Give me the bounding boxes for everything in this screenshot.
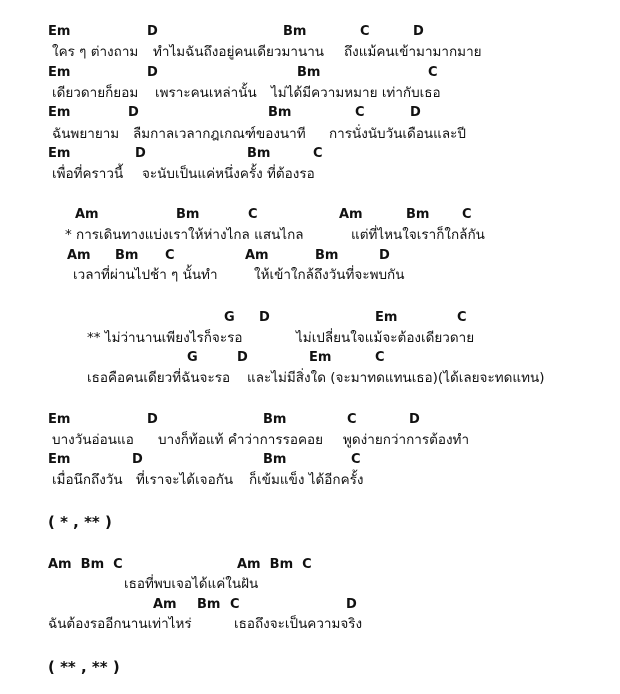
lyric-text: เธอถึงจะเป็นความจริง bbox=[234, 616, 363, 632]
chord-label: C bbox=[428, 65, 438, 80]
repeat-marker-line bbox=[0, 512, 620, 532]
lyric-line bbox=[0, 124, 620, 144]
chord-label: Em bbox=[48, 105, 71, 120]
chord-label: Am Bm C bbox=[237, 557, 312, 572]
chord-label: Em bbox=[309, 350, 332, 365]
lyric-text: เมื่อนึกถึงวัน bbox=[52, 472, 123, 488]
lyric-text: ให้เข้าใกล้ถึงวันที่จะพบกัน bbox=[254, 267, 405, 283]
chord-label: D bbox=[346, 597, 357, 612]
chord-label: G bbox=[224, 310, 235, 325]
lyric-text: เธอคือคนเดียวที่ฉันจะรอ bbox=[87, 370, 231, 386]
lyric-text: ไม่เปลี่ยนใจแม้จะต้องเดียวดาย bbox=[296, 330, 475, 346]
chord-line bbox=[0, 205, 620, 225]
chord-label: D bbox=[132, 452, 143, 467]
repeat-marker-line bbox=[0, 657, 620, 677]
chord-line bbox=[0, 595, 620, 615]
lyric-text: พูดง่ายกว่าการต้องทำ bbox=[343, 432, 470, 448]
lyric-text: ** ไม่ว่านานเพียงไรก็จะรอ bbox=[87, 330, 243, 346]
lyric-text: การนั่งนับวันเดือนและปี bbox=[329, 126, 466, 142]
lyric-text: เพราะคนเหล่านั้น bbox=[155, 85, 257, 101]
chord-label: C bbox=[165, 248, 175, 263]
chord-label: C bbox=[248, 207, 258, 222]
chord-line bbox=[0, 22, 620, 42]
lyric-line bbox=[0, 328, 620, 348]
chord-label: Bm bbox=[197, 597, 221, 612]
lyric-text: จะนับเป็นแค่หนึ่งครั้ง ที่ต้องรอ bbox=[142, 166, 315, 182]
chord-label: Bm bbox=[263, 452, 287, 467]
chord-label: Bm bbox=[247, 146, 271, 161]
lyric-text: ก็เข้มแข็ง ได้อีกครั้ง bbox=[249, 472, 364, 488]
repeat-marker: ( * , ** ) bbox=[48, 513, 112, 531]
chord-label: C bbox=[347, 412, 357, 427]
chord-label: C bbox=[457, 310, 467, 325]
lyric-line bbox=[0, 430, 620, 450]
lyric-line bbox=[0, 42, 620, 62]
chord-label: D bbox=[147, 412, 158, 427]
chord-label: Em bbox=[48, 24, 71, 39]
lyric-line bbox=[0, 614, 620, 634]
lyric-line bbox=[0, 265, 620, 285]
chord-line bbox=[0, 63, 620, 83]
chord-line bbox=[0, 103, 620, 123]
chord-label: C bbox=[375, 350, 385, 365]
chord-label: C bbox=[355, 105, 365, 120]
chord-label: D bbox=[413, 24, 424, 39]
chord-label: Em bbox=[48, 452, 71, 467]
lyric-text: ไม่ได้มีความหมาย เท่ากับเธอ bbox=[271, 85, 441, 101]
chord-label: D bbox=[135, 146, 146, 161]
chord-label: Bm bbox=[315, 248, 339, 263]
chord-label: Am bbox=[245, 248, 269, 263]
chord-label: Bm bbox=[176, 207, 200, 222]
lyric-text: เธอที่พบเจอได้แค่ในฝัน bbox=[124, 576, 259, 592]
lyric-text: บางวันอ่อนแอ bbox=[52, 432, 134, 448]
chord-label: C bbox=[351, 452, 361, 467]
chord-label: D bbox=[147, 24, 158, 39]
chord-label: Em bbox=[375, 310, 398, 325]
chord-line bbox=[0, 246, 620, 266]
lyric-text: บางก็ท้อแท้ คำว่าการรอคอย bbox=[158, 432, 323, 448]
lyric-line bbox=[0, 574, 620, 594]
lyric-text: ฉันต้องรออีกนานเท่าไหร่ bbox=[48, 616, 192, 632]
repeat-marker: ( ** , ** ) bbox=[48, 658, 120, 676]
lyric-text: แต่ที่ไหนใจเราก็ใกล้กัน bbox=[351, 227, 485, 243]
lyric-text: ใคร ๆ ต่างถาม bbox=[52, 44, 139, 60]
lyric-text: เพื่อที่คราวนี้ bbox=[52, 166, 124, 182]
chord-label: D bbox=[147, 65, 158, 80]
lyric-text: ถึงแม้คนเข้ามามากมาย bbox=[344, 44, 482, 60]
lyric-line bbox=[0, 470, 620, 490]
chord-label: C bbox=[230, 597, 240, 612]
chord-label: Bm bbox=[406, 207, 430, 222]
chord-label: Em bbox=[48, 412, 71, 427]
chord-label: Bm bbox=[263, 412, 287, 427]
chord-label: C bbox=[360, 24, 370, 39]
chord-label: D bbox=[259, 310, 270, 325]
chord-label: Bm bbox=[297, 65, 321, 80]
chord-line bbox=[0, 450, 620, 470]
chord-label: D bbox=[237, 350, 248, 365]
chord-label: Em bbox=[48, 146, 71, 161]
lyric-text: ฉันพยายาม bbox=[52, 126, 120, 142]
chord-label: Am Bm C bbox=[48, 557, 123, 572]
chord-label: D bbox=[128, 105, 139, 120]
chord-label: Am bbox=[339, 207, 363, 222]
chord-label: G bbox=[187, 350, 198, 365]
lyric-text: ที่เราจะได้เจอกัน bbox=[136, 472, 234, 488]
lyric-text: ลืมกาลเวลากฎเกณฑ์ของนาที bbox=[133, 126, 306, 142]
chord-label: D bbox=[409, 412, 420, 427]
chord-label: C bbox=[313, 146, 323, 161]
chord-label: Em bbox=[48, 65, 71, 80]
chord-line bbox=[0, 410, 620, 430]
chord-label: Am bbox=[75, 207, 99, 222]
chord-label: D bbox=[379, 248, 390, 263]
chord-label: Bm bbox=[283, 24, 307, 39]
lyric-text: เวลาที่ผ่านไปช้า ๆ นั้นทำ bbox=[73, 267, 218, 283]
chord-label: Bm bbox=[268, 105, 292, 120]
chord-label: Am bbox=[153, 597, 177, 612]
chord-label: Am bbox=[67, 248, 91, 263]
lyric-text: ทำไมฉันถึงอยู่คนเดียวมานาน bbox=[153, 44, 325, 60]
lyric-text: และไม่มีสิ่งใด (จะมาทดแทนเธอ)(ได้เลยจะทดแทน) bbox=[247, 370, 545, 386]
lyric-text: * การเดินทางแบ่งเราให้ห่างไกล แสนไกล bbox=[65, 227, 304, 243]
chord-label: C bbox=[462, 207, 472, 222]
chord-line bbox=[0, 144, 620, 164]
lyric-line bbox=[0, 225, 620, 245]
lyric-line bbox=[0, 83, 620, 103]
lyric-line bbox=[0, 368, 620, 388]
chord-label: Bm bbox=[115, 248, 139, 263]
chord-line bbox=[0, 348, 620, 368]
chord-line bbox=[0, 308, 620, 328]
lyric-text: เดียวดายก็ยอม bbox=[52, 85, 139, 101]
chord-line bbox=[0, 555, 620, 575]
lyric-line bbox=[0, 164, 620, 184]
chord-label: D bbox=[410, 105, 421, 120]
